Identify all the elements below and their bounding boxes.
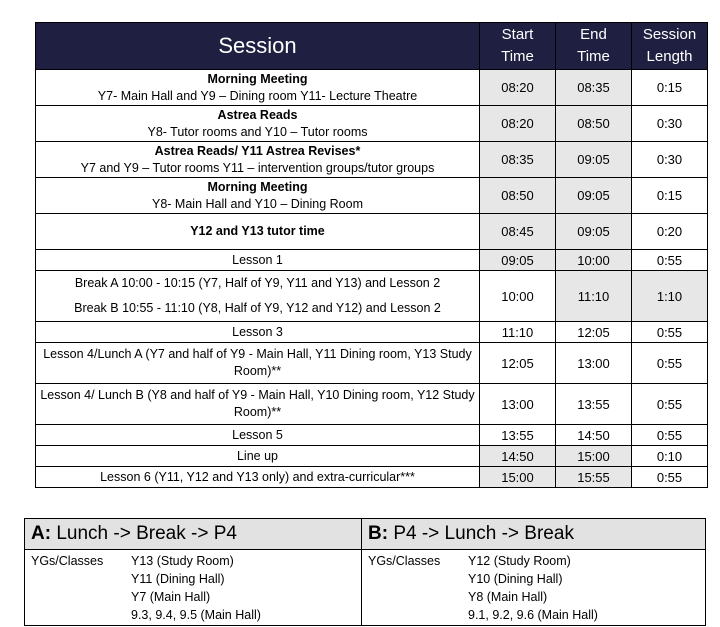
session-length: 0:15 [632, 70, 708, 106]
header-session: Session [36, 23, 480, 70]
table-row [36, 446, 708, 467]
table-row [36, 343, 708, 384]
list-item: Y8 (Main Hall) [468, 590, 548, 604]
option-b-title: P4 -> Lunch -> Break [388, 523, 574, 544]
list-item: 9.1, 9.2, 9.6 (Main Hall) [468, 608, 598, 622]
start-time: 08:50 [480, 178, 556, 214]
start-time: 08:20 [480, 106, 556, 142]
header-length-line2: Length [646, 48, 693, 65]
end-time: 13:00 [556, 343, 632, 384]
options-header-row [25, 519, 706, 550]
session-title: Y12 and Y13 tutor time [36, 214, 480, 250]
session-title: Astrea Reads/ Y11 Astrea Revises* [154, 143, 361, 158]
session-cell [36, 271, 480, 322]
header-start-line2: Time [501, 48, 534, 65]
end-time: 13:55 [556, 384, 632, 425]
end-time: 14:50 [556, 425, 632, 446]
option-a-details [25, 550, 362, 626]
session-title: Astrea Reads [217, 107, 298, 122]
session-text: Line up [36, 446, 480, 467]
session-cell [36, 70, 480, 106]
table-row [36, 250, 708, 271]
session-length: 1:10 [632, 271, 708, 322]
end-time: 10:00 [556, 250, 632, 271]
start-time: 14:50 [480, 446, 556, 467]
start-time: 12:05 [480, 343, 556, 384]
table-row [36, 106, 708, 142]
session-detail: Y7- Main Hall and Y9 – Dining room Y11- Lecture Theatre [97, 88, 418, 103]
table-row [36, 425, 708, 446]
session-timetable [35, 22, 708, 488]
session-length: 0:55 [632, 384, 708, 425]
end-time: 15:55 [556, 467, 632, 488]
end-time: 11:10 [556, 271, 632, 322]
session-length: 0:55 [632, 425, 708, 446]
start-time: 09:05 [480, 250, 556, 271]
end-time: 08:35 [556, 70, 632, 106]
session-length: 0:20 [632, 214, 708, 250]
option-a-heading [25, 519, 362, 550]
session-length: 0:55 [632, 467, 708, 488]
list-item: Y11 (Dining Hall) [131, 572, 225, 586]
start-time: 13:00 [480, 384, 556, 425]
session-length: 0:55 [632, 322, 708, 343]
session-text: Lesson 3 [36, 322, 480, 343]
table-row [36, 322, 708, 343]
list-item: Y10 (Dining Hall) [468, 572, 563, 586]
option-b-letter: B: [368, 523, 389, 544]
option-a-label: YGs/Classes [31, 554, 104, 568]
start-time: 10:00 [480, 271, 556, 322]
session-text: Lesson 5 [36, 425, 480, 446]
header-end-line1: End [580, 26, 607, 43]
header-end-line2: Time [577, 48, 610, 65]
session-length: 0:30 [632, 106, 708, 142]
table-row [36, 384, 708, 425]
session-cell [36, 106, 480, 142]
session-cell [36, 178, 480, 214]
table-row [36, 70, 708, 106]
end-time: 09:05 [556, 142, 632, 178]
option-b-details [362, 550, 706, 626]
session-length: 0:30 [632, 142, 708, 178]
table-row [36, 214, 708, 250]
session-detail: Y8- Tutor rooms and Y10 – Tutor rooms [147, 124, 368, 139]
list-item: Y12 (Study Room) [468, 554, 571, 568]
session-text: Lesson 4/Lunch A (Y7 and half of Y9 - Main Hall, Y11 Dining room, Y13 Study Room)** [36, 343, 480, 384]
header-start-time [480, 23, 556, 70]
end-time: 09:05 [556, 178, 632, 214]
session-length: 0:15 [632, 178, 708, 214]
header-session-length [632, 23, 708, 70]
timetable-header-row [36, 23, 708, 70]
start-time: 08:20 [480, 70, 556, 106]
break-a-text: Break A 10:00 - 10:15 (Y7, Half of Y9, Y11 and Y13) and Lesson 2 [74, 276, 441, 290]
session-detail: Y8- Main Hall and Y10 – Dining Room [152, 196, 363, 211]
start-time: 08:45 [480, 214, 556, 250]
table-row [36, 178, 708, 214]
session-text: Lesson 6 (Y11, Y12 and Y13 only) and extra-curricular*** [36, 467, 480, 488]
session-length: 0:55 [632, 343, 708, 384]
end-time: 12:05 [556, 322, 632, 343]
table-row [36, 142, 708, 178]
list-item: Y13 (Study Room) [131, 554, 234, 568]
session-title: Morning Meeting [207, 179, 308, 194]
header-end-time [556, 23, 632, 70]
option-b-heading [362, 519, 706, 550]
option-b-label: YGs/Classes [368, 554, 441, 568]
options-body-row [25, 550, 706, 626]
start-time: 08:35 [480, 142, 556, 178]
table-row [36, 271, 708, 322]
option-a-title: Lunch -> Break -> P4 [51, 523, 237, 544]
header-start-line1: Start [501, 26, 534, 43]
option-b-list [468, 552, 598, 624]
session-text: Lesson 1 [36, 250, 480, 271]
session-text: Lesson 4/ Lunch B (Y8 and half of Y9 - Main Hall, Y10 Dining room, Y12 Study Room)** [36, 384, 480, 425]
session-length: 0:10 [632, 446, 708, 467]
session-detail: Y7 and Y9 – Tutor rooms Y11 – intervention groups/tutor groups [80, 160, 435, 175]
start-time: 13:55 [480, 425, 556, 446]
session-cell [36, 142, 480, 178]
session-length: 0:55 [632, 250, 708, 271]
table-row [36, 467, 708, 488]
list-item: 9.3, 9.4, 9.5 (Main Hall) [131, 608, 261, 622]
end-time: 08:50 [556, 106, 632, 142]
option-a-list [131, 552, 261, 624]
option-a-letter: A: [31, 523, 52, 544]
start-time: 15:00 [480, 467, 556, 488]
break-b-text: Break B 10:55 - 11:10 (Y8, Half of Y9, Y12 and Y12) and Lesson 2 [74, 301, 441, 315]
end-time: 15:00 [556, 446, 632, 467]
session-title: Morning Meeting [207, 71, 308, 86]
start-time: 11:10 [480, 322, 556, 343]
lunch-options-table [24, 518, 706, 626]
end-time: 09:05 [556, 214, 632, 250]
header-length-line1: Session [642, 26, 697, 43]
list-item: Y7 (Main Hall) [131, 590, 211, 604]
